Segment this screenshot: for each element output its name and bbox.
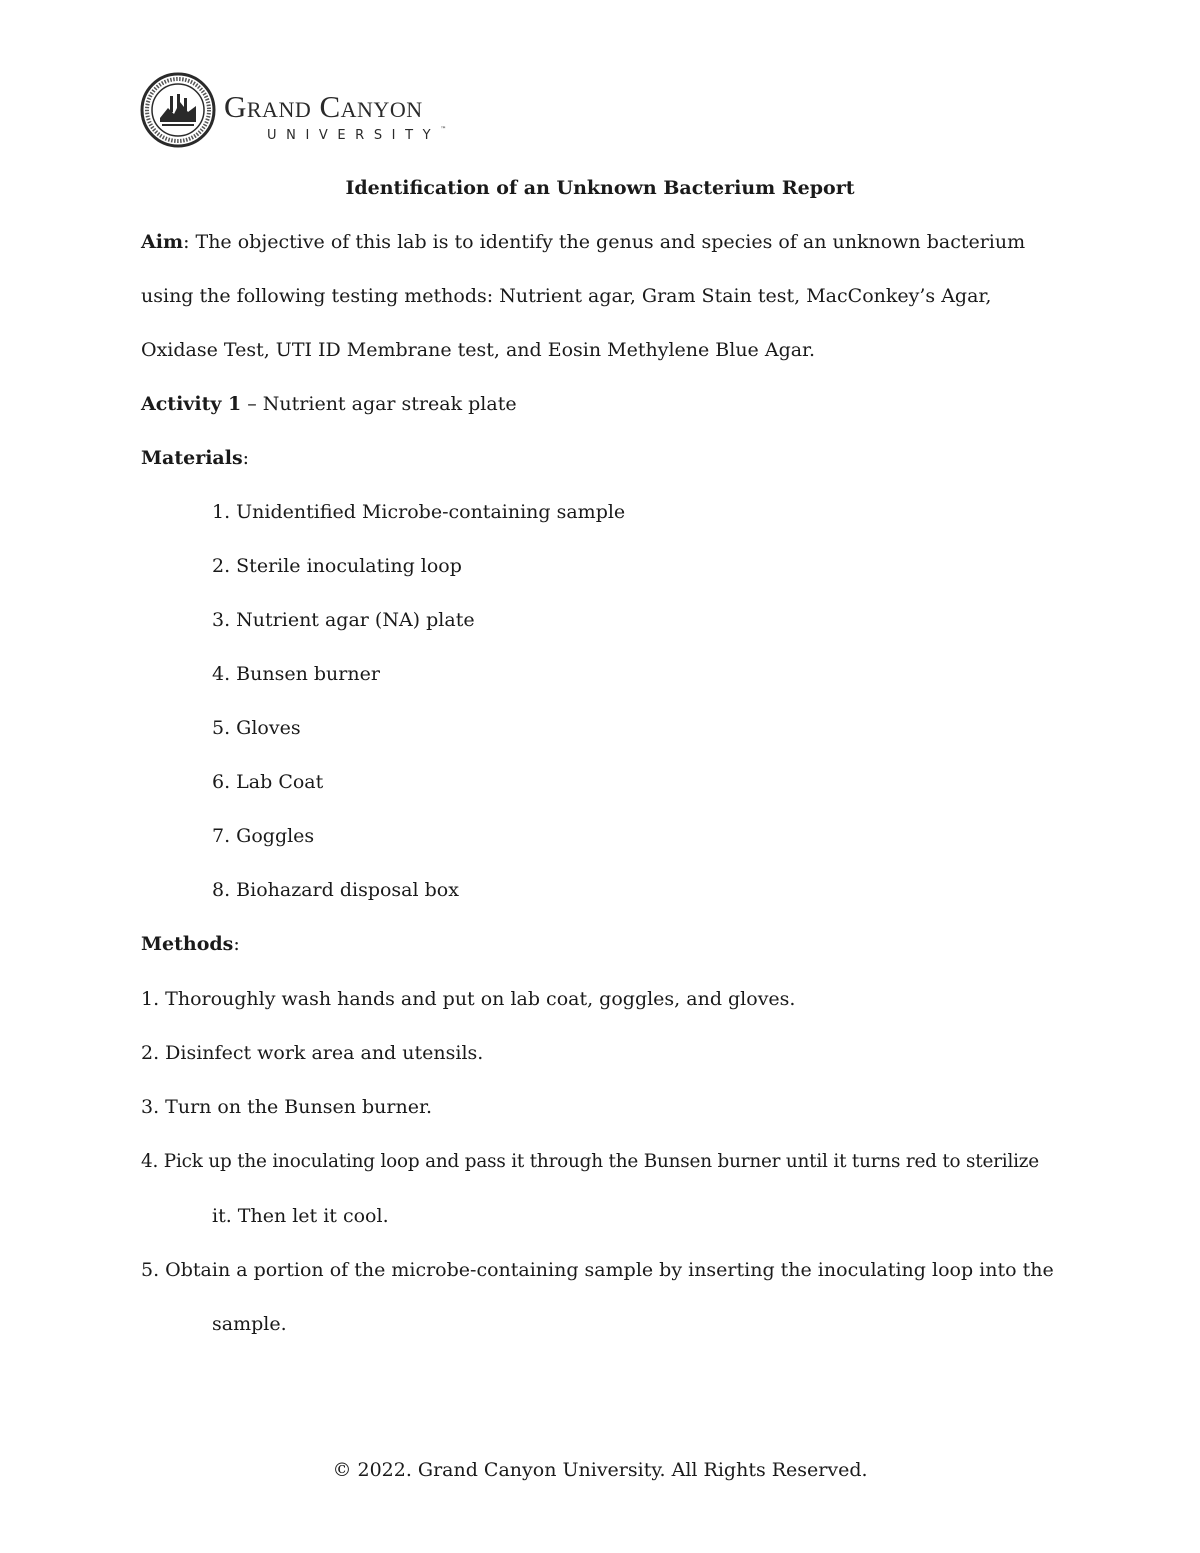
logo-wordmark xyxy=(224,89,447,143)
list-item: 1. Unidentified Microbe-containing sample xyxy=(212,501,626,523)
method-step: 3. Turn on the Bunsen burner. xyxy=(141,1096,433,1118)
materials-heading: Materials: xyxy=(141,447,250,469)
method-step: 1. Thoroughly wash hands and put on lab coat, goggles, and gloves. xyxy=(141,988,796,1010)
list-item: 6. Lab Coat xyxy=(212,771,324,793)
copyright-footer: © 2022. Grand Canyon University. All Rights Reserved. xyxy=(332,1459,868,1481)
aim-line-2: using the following testing methods: Nutrient agar, Gram Stain test, MacConkey’s Agar, xyxy=(141,285,992,307)
method-step-continuation: sample. xyxy=(212,1313,287,1335)
list-item: 4. Bunsen burner xyxy=(212,663,380,685)
aim-line-1: Aim: The objective of this lab is to identify the genus and species of an unknown bacterium xyxy=(141,231,1026,253)
logo-subtitle: UNIVERSITY™ xyxy=(267,126,447,143)
page-title: Identification of an Unknown Bacterium Report xyxy=(345,177,855,199)
university-logo xyxy=(140,72,480,148)
list-item: 5. Gloves xyxy=(212,717,301,739)
method-step: 2. Disinfect work area and utensils. xyxy=(141,1042,484,1064)
method-step-continuation: it. Then let it cool. xyxy=(212,1205,389,1227)
logo-name: Grand Canyon xyxy=(224,89,423,124)
method-step: 4. Pick up the inoculating loop and pass it through the Bunsen burner until it turns red to sterilize xyxy=(141,1151,1039,1172)
methods-heading: Methods: xyxy=(141,933,240,955)
university-seal-icon xyxy=(140,72,216,148)
aim-line-3: Oxidase Test, UTI ID Membrane test, and Eosin Methylene Blue Agar. xyxy=(141,339,816,361)
aim-label: Aim xyxy=(141,231,184,253)
method-step: 5. Obtain a portion of the microbe-containing sample by inserting the inoculating loop into the xyxy=(141,1259,1054,1281)
activity-heading: Activity 1 – Nutrient agar streak plate xyxy=(141,393,517,415)
list-item: 3. Nutrient agar (NA) plate xyxy=(212,609,475,631)
activity-label: Activity 1 xyxy=(141,393,242,415)
list-item: 2. Sterile inoculating loop xyxy=(212,555,462,577)
list-item: 7. Goggles xyxy=(212,825,315,847)
list-item: 8. Biohazard disposal box xyxy=(212,879,459,901)
